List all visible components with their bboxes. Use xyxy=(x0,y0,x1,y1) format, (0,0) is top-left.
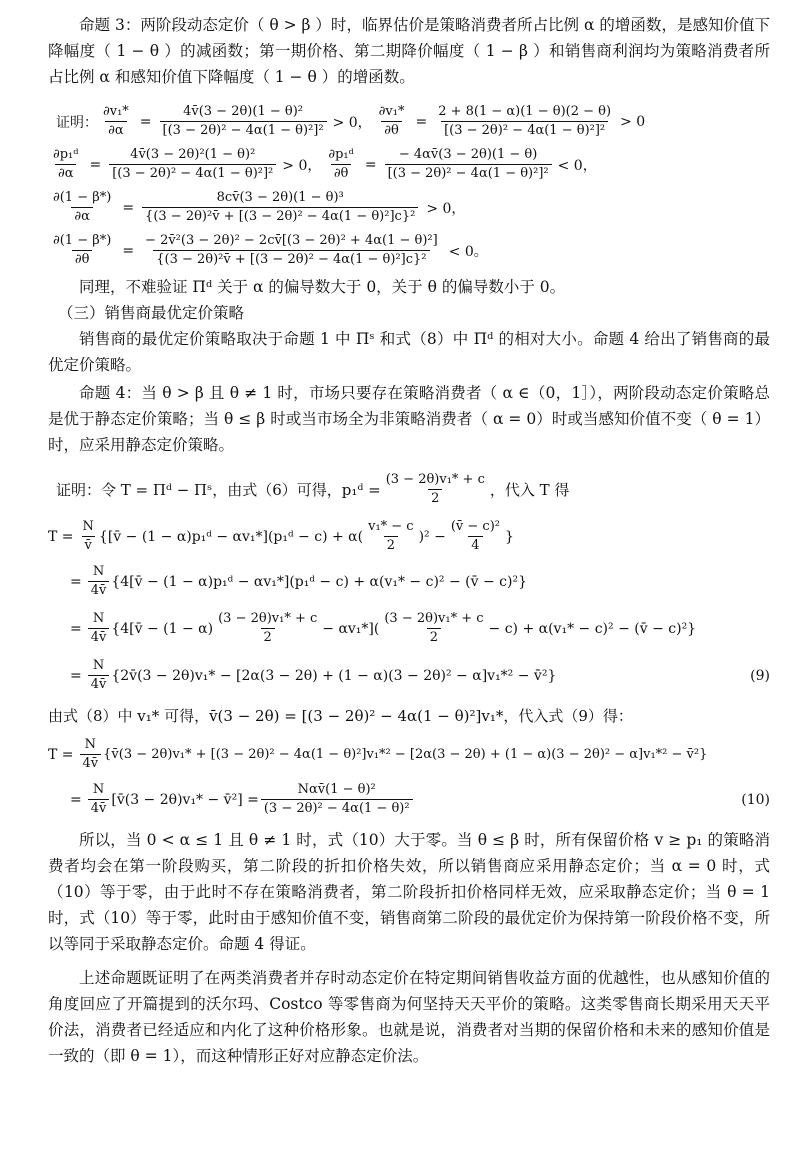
equals-sign: = xyxy=(70,791,82,808)
four-v-den: 4v̄ xyxy=(88,628,110,646)
l1-gnum: (v̄ − c)² xyxy=(450,519,500,534)
eq2-lhs xyxy=(376,104,408,139)
final-paragraph: 上述命题既证明了在两类消费者并存时动态定价在特定期间销售收益方面的优越性，也从感知价值的角度回应了开篇提到的沃尔玛、Costco 等零售商为何坚持天天平价的策略。这类零售商长期采用天天平价法，消费者已经适应和内化了这种价格形象。也就是说，消费者对当期的保留价格和未来的感知价值是一致的（即 θ = 1），而这种情形正好对应静态定价法。 xyxy=(48,969,770,1065)
eq2-num: 2 + 8(1 − α)(1 − θ)(2 − θ) xyxy=(438,104,612,119)
l1-fden: 2 xyxy=(384,536,398,554)
eq5-rhs xyxy=(142,190,418,225)
t-line-3-b: − αv₁*]( xyxy=(322,620,380,637)
eq4-lhs-num: ∂p₁ᵈ xyxy=(328,147,354,162)
t-line-3-c: − c) + α(v₁* − c)² − (v̄ − c)²} xyxy=(488,620,697,637)
four-v-den: 4v̄ xyxy=(88,581,110,599)
eq6-lhs xyxy=(50,233,114,268)
m2-frac xyxy=(261,782,413,817)
eq4-lhs-den: ∂θ xyxy=(331,164,352,182)
four-v-den: 4v̄ xyxy=(88,675,110,693)
n-num: N xyxy=(92,564,105,579)
proof3-label: 证明： xyxy=(56,114,98,131)
l3-num: (3 − 2θ)v₁* + c xyxy=(218,611,318,626)
eq5-lhs-num: ∂(1 − β*) xyxy=(53,190,112,205)
eq5-lhs-den: ∂α xyxy=(71,207,93,225)
equals-sign: = xyxy=(122,242,135,259)
eq4-den: [(3 − 2θ)² − 4α(1 − θ)²]² xyxy=(385,164,552,182)
n-num: N xyxy=(92,782,105,797)
t-line-3 xyxy=(48,611,770,646)
t-line-1-a: {[v̄ − (1 − α)p₁ᵈ − αv₁*](p₁ᵈ − c) + α( xyxy=(98,528,364,545)
n-over-v xyxy=(80,519,97,554)
l3-num: (3 − 2θ)v₁* + c xyxy=(384,611,484,626)
m2-den: (3 − 2θ)² − 4α(1 − θ)² xyxy=(261,799,413,817)
t-line-2-body: {4[v̄ − (1 − α)p₁ᵈ − αv₁*](p₁ᵈ − c) + α(v₁* − c)² − (v̄ − c)²} xyxy=(111,573,527,590)
n-over-4v xyxy=(88,611,110,646)
eq5-den: {(3 − 2θ)²v̄ + [(3 − 2θ)² − 4α(1 − θ)²]c}² xyxy=(142,207,418,225)
eq5-num: 8cv̄(3 − 2θ)(1 − θ)³ xyxy=(216,190,344,205)
n-num: N xyxy=(84,737,97,752)
eq2-lhs-den: ∂θ xyxy=(381,121,402,139)
eq5-lhs xyxy=(50,190,114,225)
t-line-1 xyxy=(48,519,770,554)
t-line-2 xyxy=(48,564,770,599)
intro-num: (3 − 2θ)v₁* + c xyxy=(385,472,485,487)
proof4-intro-a: 证明：令 T = Πᵈ − Πˢ，由式（6）可得，p₁ᵈ = xyxy=(56,481,381,499)
proof3-row4 xyxy=(48,233,770,268)
equals-sign: = xyxy=(70,620,82,637)
eq2-den: [(3 − 2θ)² − 4α(1 − θ)²]² xyxy=(441,121,608,139)
eq6-lhs-num: ∂(1 − β*) xyxy=(53,233,112,248)
eq2-lhs-num: ∂v₁* xyxy=(378,104,405,119)
t-line-4-body: {2v̄(3 − 2θ)v₁* − [2α(3 − 2θ) + (1 − α)(3 − 2θ)² − α]v₁*² − v̄²} xyxy=(111,667,557,684)
l3-frac-2 xyxy=(381,611,486,646)
eq4-num: − 4αv̄(3 − 2θ)(1 − θ) xyxy=(398,147,538,162)
n-over-4v xyxy=(88,782,110,817)
equals-sign: = xyxy=(139,113,152,130)
m2-num: Nαv̄(1 − θ)² xyxy=(297,782,376,797)
eq1-lhs-den: ∂α xyxy=(105,121,127,139)
proof3-row2 xyxy=(48,147,770,182)
eq4-lhs xyxy=(325,147,356,182)
proposition-3: 命题 3：两阶段动态定价（ θ > β ）时，临界估价是策略消费者所占比例 α 的增函数，是感知价值下降幅度（ 1 − θ ）的减函数；第一期价格、第二期降价幅度（ 1 − β ）和销售商利润均为策略消费者所占比例 α 和感知价值下降幅度（ 1 − θ ）的增函数。 xyxy=(48,16,770,86)
equals-sign: = xyxy=(415,113,428,130)
l3-den: 2 xyxy=(427,628,441,646)
eq1-lhs xyxy=(100,104,132,139)
eq3-lhs xyxy=(50,147,81,182)
t-symbol: T = xyxy=(48,746,74,763)
proof3-row3 xyxy=(48,190,770,225)
n-over-4v xyxy=(80,737,102,772)
l1-frac-f xyxy=(365,519,417,554)
four-v-den: 4v̄ xyxy=(80,754,102,772)
equals-sign: = xyxy=(89,156,102,173)
eq1-tail: > 0， xyxy=(332,114,372,131)
eq1-rhs xyxy=(160,104,327,139)
eq5-tail: > 0， xyxy=(426,200,466,217)
from-eq8: 由式（8）中 v₁* 可得，v̄(3 − 2θ) = [(3 − 2θ)² − 4α(1 − θ)²]v₁*，代入式（9）得： xyxy=(48,707,633,725)
t-line-1-mid: )² − xyxy=(418,528,446,545)
proposition-4: 命题 4：当 θ > β 且 θ ≠ 1 时，市场只要存在策略消费者（ α ∈（0，1］），两阶段动态定价策略总是优于静态定价策略；当 θ ≤ β 时或当市场全为非策略消费者（ α = 0）时或当感知价值不变（ θ = 1）时，应采用静态定价策略。 xyxy=(48,384,770,454)
eq4-tail: < 0， xyxy=(557,157,597,174)
eq6-tail: < 0。 xyxy=(448,243,488,260)
eq6-num: − 2v̄²(3 − 2θ)² − 2cv̄[(3 − 2θ)² + 4α(1 − θ)²] xyxy=(145,233,438,248)
t-line-3-a: {4[v̄ − (1 − α) xyxy=(111,620,214,637)
four-v-den: 4v̄ xyxy=(88,799,110,817)
proof4-intro-b: ，代入 T 得 xyxy=(489,481,570,499)
eq3-tail: > 0， xyxy=(282,157,322,174)
t-line-1-end: } xyxy=(505,528,514,545)
equation-number-10: (10) xyxy=(741,791,770,808)
t-line-4 xyxy=(48,658,770,693)
m-line-1-body: {v̄(3 − 2θ)v₁* + [(3 − 2θ)² − 4α(1 − θ)²]v₁*² − [2α(3 − 2θ) + (1 − α)(3 − 2θ)² − α]v₁*² − v̄²} xyxy=(103,747,708,762)
m-line-2-a: [v̄(3 − 2θ)v₁* − v̄²] = xyxy=(111,791,259,808)
paper-page xyxy=(48,12,770,1069)
eq3-rhs xyxy=(109,147,276,182)
equals-sign: = xyxy=(70,573,82,590)
m-line-2 xyxy=(48,782,770,817)
v-den: v̄ xyxy=(82,536,95,554)
n-num: N xyxy=(82,519,94,534)
section-heading: （三）销售商最优定价策略 xyxy=(58,304,245,322)
n-num: N xyxy=(92,611,105,626)
equation-number-9: (9) xyxy=(750,667,770,684)
l3-frac-1 xyxy=(215,611,320,646)
l1-frac-g xyxy=(448,519,503,554)
m-line-1 xyxy=(48,737,770,772)
proof3-row1 xyxy=(48,104,770,139)
eq3-den: [(3 − 2θ)² − 4α(1 − θ)²]² xyxy=(109,164,276,182)
equals-sign: = xyxy=(70,667,82,684)
n-num: N xyxy=(92,658,105,673)
equals-sign: = xyxy=(122,199,135,216)
eq6-den: {(3 − 2θ)²v̄ + [(3 − 2θ)² − 4α(1 − θ)²]c}² xyxy=(153,250,429,268)
n-over-4v xyxy=(88,658,110,693)
eq4-rhs xyxy=(385,147,552,182)
eq1-den: [(3 − 2θ)² − 4α(1 − θ)²]² xyxy=(160,121,327,139)
eq2-tail: > 0 xyxy=(620,113,646,130)
proof4-intro xyxy=(48,472,770,507)
eq1-num: 4v̄(3 − 2θ)(1 − θ)² xyxy=(183,104,303,119)
eq1-lhs-num: ∂v₁* xyxy=(103,104,129,119)
l3-den: 2 xyxy=(261,628,275,646)
intro-frac xyxy=(383,472,488,507)
proof3-same: 同理，不难验证 Πᵈ 关于 α 的偏导数大于 0，关于 θ 的偏导数小于 0。 xyxy=(79,278,566,296)
intro-den: 2 xyxy=(428,489,442,507)
equals-sign: = xyxy=(364,156,377,173)
eq2-rhs xyxy=(435,104,614,139)
n-over-4v xyxy=(88,564,110,599)
eq3-lhs-num: ∂p₁ᵈ xyxy=(53,147,79,162)
eq6-rhs xyxy=(142,233,441,268)
t-symbol: T = xyxy=(48,528,74,545)
l1-fnum: v₁* − c xyxy=(368,519,414,534)
eq6-lhs-den: ∂θ xyxy=(72,250,93,268)
so-paragraph: 所以，当 0 < α ≤ 1 且 θ ≠ 1 时，式（10）大于零。当 θ ≤ β 时，所有保留价格 v ≥ p₁ 的策略消费者均会在第一阶段购买，第二阶段的折扣价格失效，所以销售商应采用静态定价；当 α = 0 时，式（10）等于零，由于此时不存在策略消费者，第二阶段折扣价格同样无效，应采取静态定价；当 θ = 1 时，式（10）等于零，此时由于感知价值不变，销售商第二阶段的最优定价为保持第一阶段价格不变，所以等同于采取静态定价。命题 4 得证。 xyxy=(48,831,770,953)
l1-gden: 4 xyxy=(468,536,482,554)
eq3-lhs-den: ∂α xyxy=(55,164,77,182)
eq3-num: 4v̄(3 − 2θ)²(1 − θ)² xyxy=(130,147,256,162)
strategy-paragraph: 销售商的最优定价策略取决于命题 1 中 Πˢ 和式（8）中 Πᵈ 的相对大小。命题 4 给出了销售商的最优定价策略。 xyxy=(48,330,770,374)
